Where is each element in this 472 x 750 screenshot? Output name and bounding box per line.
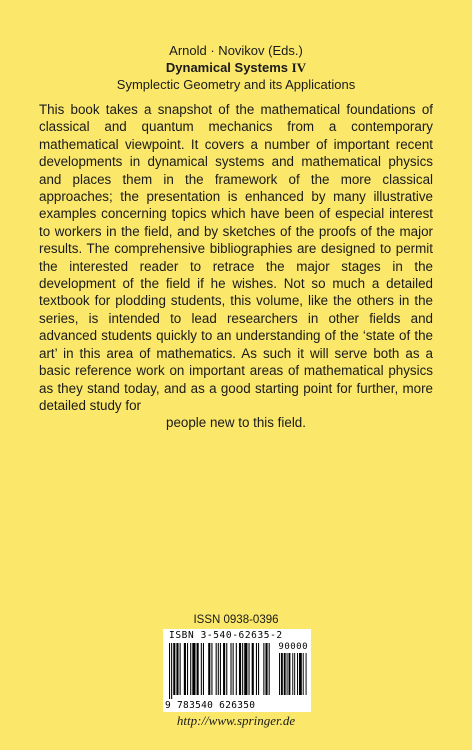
- cover-header: [0, 42, 472, 93]
- barcode-bar: [236, 643, 237, 695]
- barcode-bar: [192, 643, 195, 695]
- barcode-bar: [284, 653, 286, 695]
- barcode-bar: [226, 643, 227, 695]
- barcode-bar: [265, 643, 267, 695]
- barcode-bar: [230, 643, 231, 695]
- barcode-bar: [176, 643, 178, 695]
- barcode-bar: [281, 653, 283, 695]
- barcode-bar: [223, 643, 225, 695]
- publisher-url: http://www.springer.de: [176, 713, 296, 728]
- barcode-bar: [289, 653, 291, 695]
- barcode-bar: [190, 643, 191, 695]
- barcode-bar: [180, 643, 181, 695]
- barcode-bar: [218, 643, 219, 695]
- barcode-bar: [197, 643, 199, 695]
- addon-barcode-bars: [279, 653, 307, 699]
- barcode-bar: [220, 643, 221, 695]
- barcode-bar: [203, 643, 204, 695]
- barcode-bar: [306, 653, 307, 695]
- barcode-bar: [256, 643, 257, 695]
- ean-digits: 9 783540 626350: [165, 700, 256, 711]
- book-title-text: Dynamical Systems: [165, 60, 289, 75]
- barcode-bar: [279, 653, 280, 695]
- barcode-bar: [216, 643, 217, 695]
- barcode-bar: [208, 643, 210, 695]
- barcode-bar: [187, 643, 188, 695]
- blurb-text: This book takes a snapshot of the mathematical foundations of classical and quantum mechanics from a contemporary mathematical viewpoint. It covers a number of important recent developments in dynamical systems and mathematical physics and places them in the framework of the more classical approaches; the presentation is enhanced by many illustrative examples concerning topics which have been of especial interest to workers in the field, and by sketches of the proofs of the major results. The comprehensive bibliographies are designed to permit the interested reader to retrace the major stages in the development of the field if he wishes. Not so much a detailed textbook for plodding students, this volume, like the others in the series, is intended to lead researchers in other fields and advanced students quickly to an understanding of the ‘state of the art’ in this area of mathematics. As such it will serve both as a basic reference work on important areas of mathematical physics as they stand today, and as a good starting point for further, more detailed study for: [39, 102, 433, 413]
- barcode-bar: [294, 653, 295, 695]
- isbn-label: ISBN 3-540-62635-2: [169, 630, 283, 641]
- book-title: [0, 59, 472, 76]
- barcode-bar: [173, 643, 175, 695]
- barcode-bar: [211, 643, 212, 695]
- barcode-bar: [239, 643, 241, 695]
- barcode-bar: [242, 643, 243, 695]
- barcode-bar: [269, 643, 270, 695]
- barcode-bar: [287, 653, 288, 695]
- barcode-bar: [263, 643, 264, 695]
- barcode-bar: [299, 653, 302, 695]
- blurb-last-line: people new to this field.: [166, 415, 306, 431]
- addon-digits: 90000: [278, 642, 308, 652]
- ean-barcode-bars: [169, 643, 277, 699]
- barcode-bar: [252, 643, 254, 695]
- barcode-bar: [244, 643, 247, 695]
- issn-label: ISSN 0938-0396: [193, 614, 279, 626]
- barcode-bar: [258, 643, 259, 695]
- barcode-bar: [201, 643, 202, 695]
- barcode-bar: [292, 653, 293, 695]
- book-subtitle: Symplectic Geometry and its Applications: [116, 77, 356, 92]
- editors-line: Arnold · Novikov (Eds.): [169, 43, 303, 58]
- barcode-bar: [171, 643, 172, 699]
- barcode-bar: [303, 653, 304, 695]
- barcode-bar: [297, 653, 298, 695]
- barcode-bar: [249, 643, 250, 695]
- barcode: [163, 629, 311, 712]
- barcode-bar: [233, 643, 234, 695]
- barcode-bar: [169, 643, 170, 699]
- volume-number: IV: [291, 60, 307, 75]
- blurb-paragraph: [39, 101, 433, 432]
- barcode-bar: [184, 643, 186, 695]
